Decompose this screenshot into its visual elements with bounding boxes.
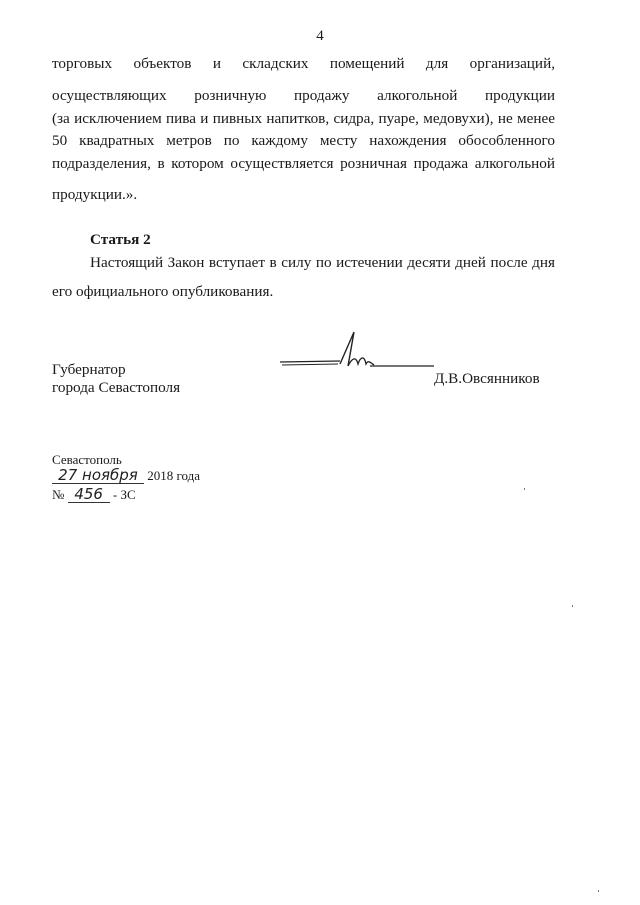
number-suffix: - ЗС bbox=[112, 487, 136, 502]
signatory-title: Губернатор bbox=[52, 361, 126, 378]
paragraph-line: торговых объектов и складских помещений для организаций, bbox=[52, 55, 555, 72]
article-line: Настоящий Закон вступает в силу по истечении десяти дней после дня bbox=[90, 254, 555, 271]
scan-speck bbox=[524, 488, 525, 490]
paragraph-line: 50 квадратных метров по каждому месту нахождения обособленного bbox=[52, 132, 555, 149]
paragraph-line: осуществляющих розничную продажу алкогольной продукции bbox=[52, 87, 555, 104]
signatory-title: города Севастополя bbox=[52, 379, 181, 396]
page-number: 4 bbox=[316, 28, 324, 44]
date-year: 2018 года bbox=[147, 468, 201, 483]
paragraph-line: подразделения, в котором осуществляется розничная продажа алкогольной bbox=[52, 155, 555, 172]
scan-speck bbox=[572, 605, 573, 607]
handwritten-signature bbox=[278, 328, 438, 376]
paragraph-line: (за исключением пива и пивных напитков, сидра, пуаре, медовухи), не менее bbox=[52, 110, 555, 127]
number-sign: № bbox=[52, 487, 65, 502]
law-number bbox=[52, 487, 136, 503]
handwritten-number: 456 bbox=[68, 487, 110, 503]
signing-city: Севастополь bbox=[52, 452, 122, 467]
paragraph-line: продукции.». bbox=[52, 186, 138, 203]
scan-speck bbox=[598, 890, 599, 892]
signatory-name: Д.В.Овсянников bbox=[434, 370, 540, 387]
handwritten-date: 27 ноября bbox=[52, 468, 144, 484]
article-heading: Статья 2 bbox=[90, 231, 151, 248]
signing-date bbox=[52, 468, 200, 484]
article-line: его официального опубликования. bbox=[52, 283, 274, 300]
